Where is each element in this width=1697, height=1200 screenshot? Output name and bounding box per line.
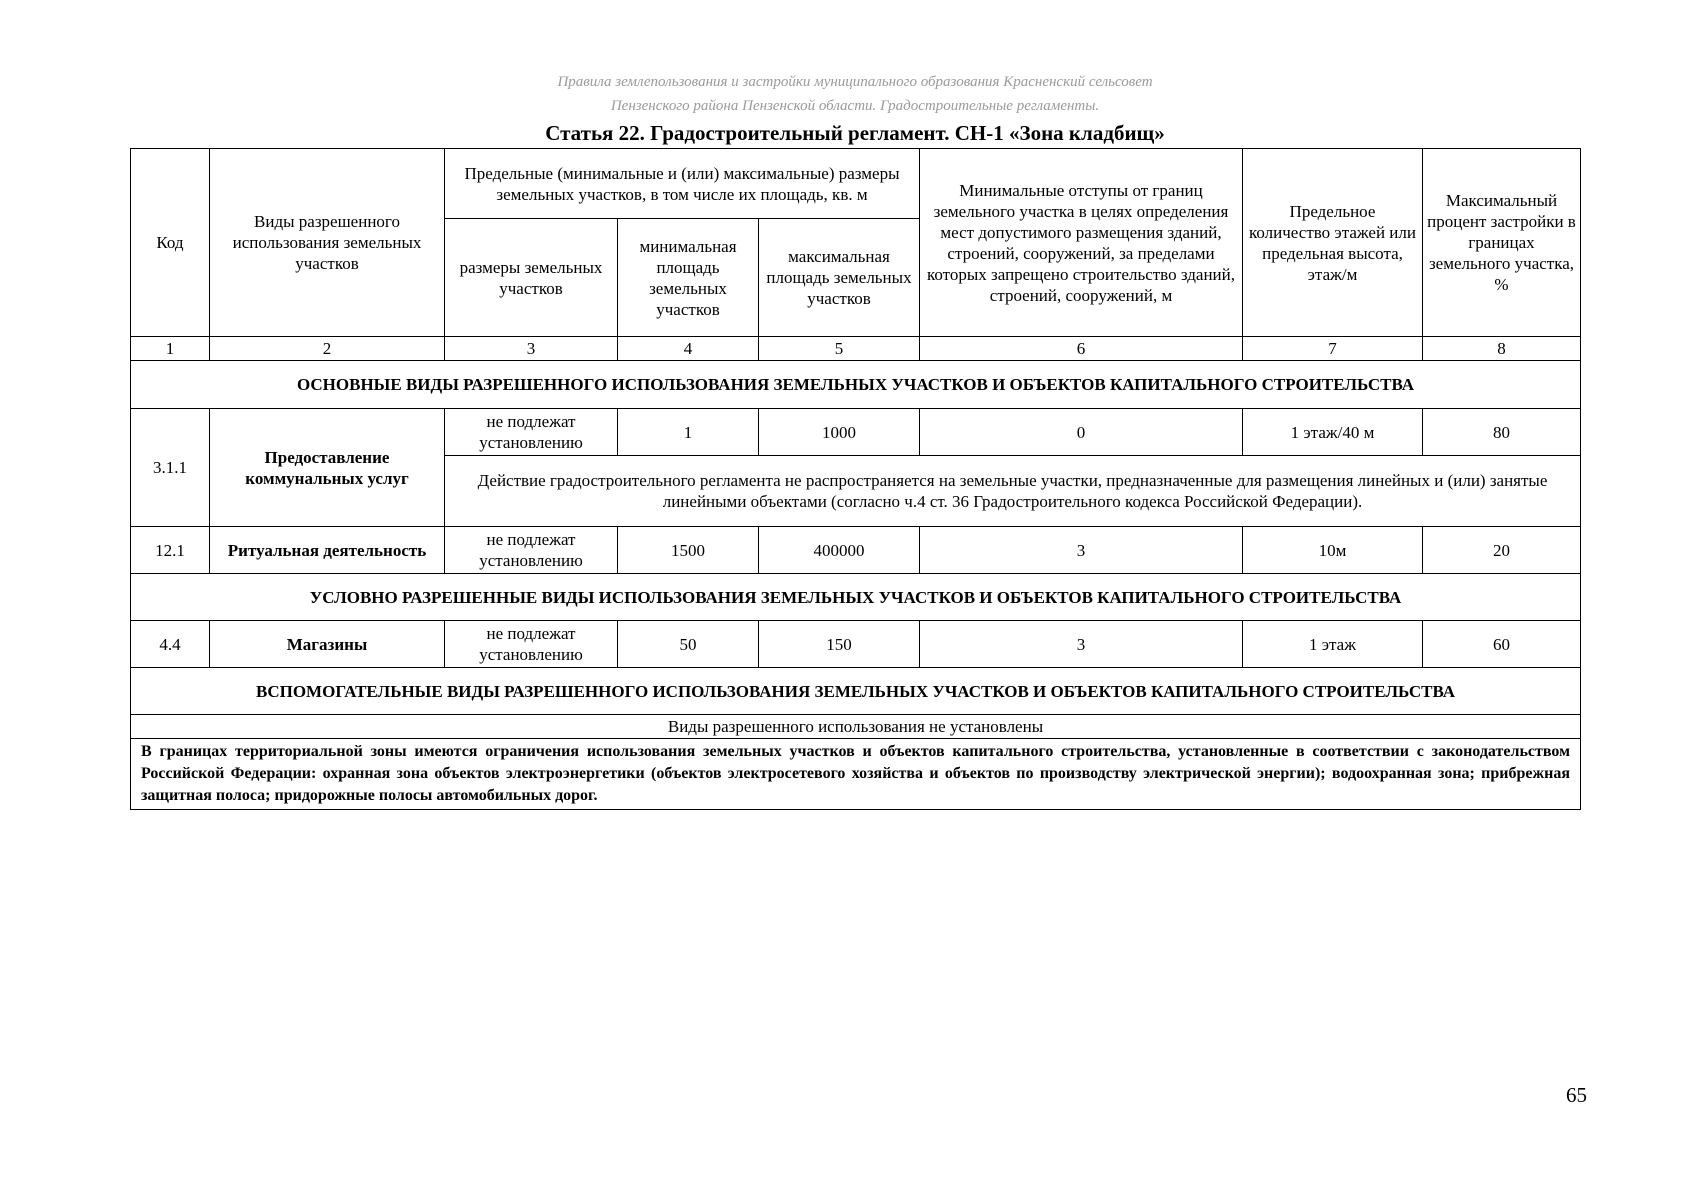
row-code: 4.4 [131, 621, 210, 668]
row-coverage: 60 [1423, 621, 1581, 668]
header-max-area: максимальная площадь земельных участков [759, 219, 920, 337]
row-code: 3.1.1 [131, 409, 210, 527]
header-sizes-group: Предельные (минимальные и (или) максимальные) размеры земельных участков, в том числе их площадь, кв. м [445, 149, 920, 219]
row-setbacks: 3 [920, 621, 1243, 668]
section-conditional-row [131, 574, 1581, 621]
running-header-line-1: Правила землепользования и застройки муниципального образования Красненский сельсовет [557, 74, 1153, 90]
column-number: 7 [1243, 337, 1423, 361]
row-use: Ритуальная деятельность [210, 527, 445, 574]
column-number: 1 [131, 337, 210, 361]
column-number: 8 [1423, 337, 1581, 361]
section-auxiliary-heading: ВСПОМОГАТЕЛЬНЫЕ ВИДЫ РАЗРЕШЕННОГО ИСПОЛЬЗОВАНИЯ ЗЕМЕЛЬНЫХ УЧАСТКОВ И ОБЪЕКТОВ КАПИТАЛЬНОГО СТРОИТЕЛЬСТВА [131, 668, 1581, 715]
auxiliary-note: Виды разрешенного использования не установлены [131, 715, 1581, 739]
section-main-row [131, 361, 1581, 409]
table-row [131, 409, 1581, 456]
row-coverage: 80 [1423, 409, 1581, 456]
restrictions-note: В границах территориальной зоны имеются ограничения использования земельных участков и объектов капитального строительства, установленные в соответствии с законодательством Российской Федерации: охранная зона объектов электроэнергетики (объектов электросетевого хозяйства и объектов по производству электрической энергии); водоохранная зона; прибрежная защитная полоса; придорожные полосы автомобильных дорог. [131, 739, 1581, 810]
table-row [131, 621, 1581, 668]
restrictions-row [131, 739, 1581, 810]
row-floors: 1 этаж/40 м [1243, 409, 1423, 456]
row-max-area: 1000 [759, 409, 920, 456]
header-setbacks: Минимальные отступы от границ земельного участка в целях определения мест допустимого размещения зданий, строений, сооружений, за пределами которых запрещено строительство зданий, строений, сооружений, м [920, 149, 1243, 337]
row-sizes: не подлежат установлению [445, 527, 618, 574]
column-number: 5 [759, 337, 920, 361]
row-sizes: не подлежат установлению [445, 621, 618, 668]
column-number: 2 [210, 337, 445, 361]
header-code: Код [131, 149, 210, 337]
row-setbacks: 3 [920, 527, 1243, 574]
section-conditional-heading: УСЛОВНО РАЗРЕШЕННЫЕ ВИДЫ ИСПОЛЬЗОВАНИЯ ЗЕМЕЛЬНЫХ УЧАСТКОВ И ОБЪЕКТОВ КАПИТАЛЬНОГО СТРОИТЕЛЬСТВА [131, 574, 1581, 621]
column-number: 6 [920, 337, 1243, 361]
article-title: Статья 22. Градостроительный регламент. СН-1 «Зона кладбищ» [545, 121, 1165, 145]
header-floors: Предельное количество этажей или предельная высота, этаж/м [1243, 149, 1423, 337]
row-min-area: 50 [618, 621, 759, 668]
row-use: Предоставление коммунальных услуг [210, 409, 445, 527]
row-floors: 1 этаж [1243, 621, 1423, 668]
row-floors: 10м [1243, 527, 1423, 574]
row-use: Магазины [210, 621, 445, 668]
row-max-area: 150 [759, 621, 920, 668]
row-code: 12.1 [131, 527, 210, 574]
column-numbers-row [131, 337, 1581, 361]
column-number: 3 [445, 337, 618, 361]
section-auxiliary-row [131, 668, 1581, 715]
header-row-1 [131, 149, 1581, 219]
header-coverage: Максимальный процент застройки в границах земельного участка, % [1423, 149, 1581, 337]
row-min-area: 1500 [618, 527, 759, 574]
auxiliary-note-row [131, 715, 1581, 739]
page-number: 65 [1566, 1083, 1587, 1107]
row-max-area: 400000 [759, 527, 920, 574]
table-row [131, 527, 1581, 574]
row-linear-objects-note: Действие градостроительного регламента не распространяется на земельные участки, предназначенные для размещения линейных и (или) занятые линейными объектами (согласно ч.4 ст. 36 Градостроительного кодекса Российской Федерации). [445, 456, 1581, 527]
header-sizes: размеры земельных участков [445, 219, 618, 337]
running-header-line-2: Пензенского района Пензенской области. Градостроительные регламенты. [610, 98, 1100, 114]
row-min-area: 1 [618, 409, 759, 456]
column-number: 4 [618, 337, 759, 361]
header-use: Виды разрешенного использования земельных участков [210, 149, 445, 337]
row-sizes: не подлежат установлению [445, 409, 618, 456]
regulation-table [130, 148, 1581, 810]
row-setbacks: 0 [920, 409, 1243, 456]
header-min-area: минимальная площадь земельных участков [618, 219, 759, 337]
row-coverage: 20 [1423, 527, 1581, 574]
section-main-heading: ОСНОВНЫЕ ВИДЫ РАЗРЕШЕННОГО ИСПОЛЬЗОВАНИЯ ЗЕМЕЛЬНЫХ УЧАСТКОВ И ОБЪЕКТОВ КАПИТАЛЬНОГО СТРОИТЕЛЬСТВА [131, 361, 1581, 409]
